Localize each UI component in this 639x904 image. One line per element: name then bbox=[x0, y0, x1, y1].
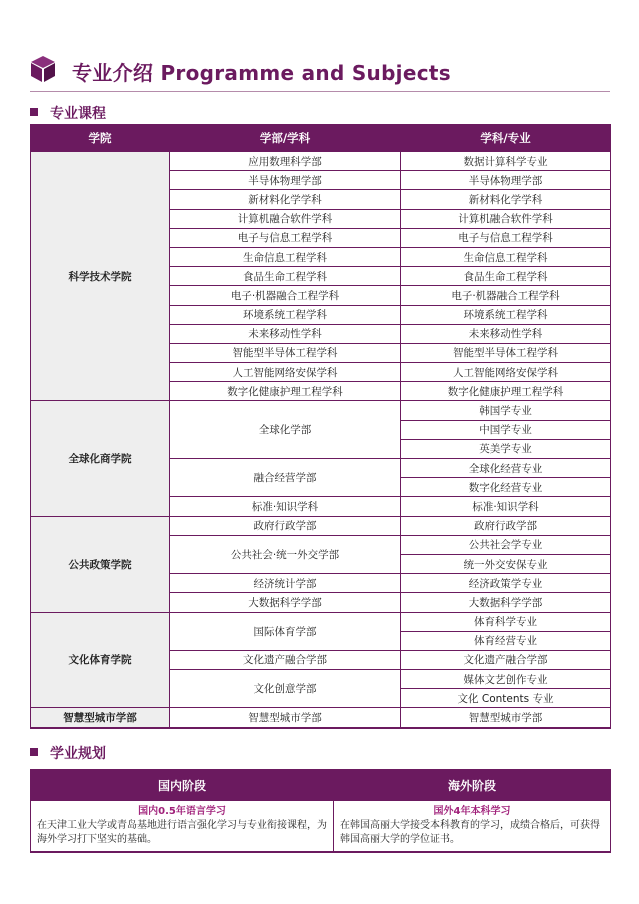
cube-icon bbox=[30, 55, 56, 83]
major-cell: 大数据科学学部 bbox=[401, 593, 611, 612]
table-row bbox=[31, 516, 611, 535]
department-cell: 环境系统工程学科 bbox=[170, 305, 401, 324]
college-cell: 文化体育学院 bbox=[31, 612, 170, 708]
header-department: 学部/学科 bbox=[170, 125, 401, 152]
header-divider bbox=[30, 91, 610, 92]
department-cell: 融合经营学部 bbox=[170, 459, 401, 497]
major-cell: 公共社会学专业 bbox=[401, 535, 611, 554]
major-cell: 数据计算科学专业 bbox=[401, 152, 611, 171]
section-title-text: 学业规划 bbox=[50, 746, 106, 762]
major-cell: 文化遗产融合学部 bbox=[401, 650, 611, 669]
college-cell: 科学技术学院 bbox=[31, 152, 170, 401]
major-cell: 新材料化学学科 bbox=[401, 190, 611, 209]
department-cell: 国际体育学部 bbox=[170, 612, 401, 650]
major-cell: 数字化经营专业 bbox=[401, 478, 611, 497]
major-cell: 智能型半导体工程学科 bbox=[401, 343, 611, 362]
department-cell: 经济统计学部 bbox=[170, 574, 401, 593]
major-cell: 统一外交安保专业 bbox=[401, 554, 611, 573]
domestic-subtitle: 国内0.5年语言学习 bbox=[138, 806, 226, 817]
table-row bbox=[31, 708, 611, 728]
major-cell: 未来移动性学科 bbox=[401, 324, 611, 343]
major-cell: 电子·机器融合工程学科 bbox=[401, 286, 611, 305]
domestic-cell bbox=[31, 801, 334, 853]
department-cell: 文化遗产融合学部 bbox=[170, 650, 401, 669]
table-header-row bbox=[31, 770, 611, 801]
college-cell: 公共政策学院 bbox=[31, 516, 170, 612]
major-cell: 全球化经营专业 bbox=[401, 459, 611, 478]
major-cell: 体育科学专业 bbox=[401, 612, 611, 631]
page-title: 专业介绍 Programme and Subjects bbox=[72, 61, 451, 85]
programme-table bbox=[30, 124, 611, 729]
major-cell: 数字化健康护理工程学科 bbox=[401, 382, 611, 401]
department-cell: 公共社会·统一外交学部 bbox=[170, 535, 401, 573]
department-cell: 标准·知识学科 bbox=[170, 497, 401, 516]
department-cell: 应用数理科学部 bbox=[170, 152, 401, 171]
department-cell: 全球化学部 bbox=[170, 401, 401, 459]
department-cell: 计算机融合软件学科 bbox=[170, 209, 401, 228]
table-row bbox=[31, 801, 611, 853]
overseas-text: 在韩国高丽大学接受本科教育的学习，成绩合格后，可获得韩国高丽大学的学位证书。 bbox=[340, 820, 600, 845]
department-cell: 食品生命工程学科 bbox=[170, 267, 401, 286]
domestic-text: 在天津工业大学或青岛基地进行语言强化学习与专业衔接课程，为海外学习打下坚实的基础。 bbox=[37, 820, 327, 845]
page-header bbox=[30, 55, 610, 85]
table-row bbox=[31, 612, 611, 631]
department-cell: 数字化健康护理工程学科 bbox=[170, 382, 401, 401]
square-bullet-icon bbox=[30, 108, 38, 116]
major-cell: 韩国学专业 bbox=[401, 401, 611, 420]
major-cell: 人工智能网络安保学科 bbox=[401, 363, 611, 382]
department-cell: 人工智能网络安保学科 bbox=[170, 363, 401, 382]
header-domestic: 国内阶段 bbox=[31, 770, 334, 801]
department-cell: 生命信息工程学科 bbox=[170, 247, 401, 266]
section-title-courses bbox=[30, 103, 106, 123]
major-cell: 经济政策学专业 bbox=[401, 574, 611, 593]
department-cell: 半导体物理学部 bbox=[170, 171, 401, 190]
department-cell: 政府行政学部 bbox=[170, 516, 401, 535]
major-cell: 环境系统工程学科 bbox=[401, 305, 611, 324]
department-cell: 智慧型城市学部 bbox=[170, 708, 401, 728]
major-cell: 政府行政学部 bbox=[401, 516, 611, 535]
major-cell: 中国学专业 bbox=[401, 420, 611, 439]
department-cell: 未来移动性学科 bbox=[170, 324, 401, 343]
major-cell: 智慧型城市学部 bbox=[401, 708, 611, 728]
section-title-plan bbox=[30, 743, 106, 763]
major-cell: 文化 Contents 专业 bbox=[401, 689, 611, 708]
department-cell: 电子与信息工程学科 bbox=[170, 228, 401, 247]
major-cell: 半导体物理学部 bbox=[401, 171, 611, 190]
overseas-subtitle: 国外4年本科学习 bbox=[433, 806, 511, 817]
major-cell: 英美学专业 bbox=[401, 439, 611, 458]
overseas-cell bbox=[334, 801, 611, 853]
major-cell: 媒体文艺创作专业 bbox=[401, 670, 611, 689]
major-cell: 食品生命工程学科 bbox=[401, 267, 611, 286]
table-row bbox=[31, 152, 611, 171]
header-college: 学院 bbox=[31, 125, 170, 152]
college-cell: 智慧型城市学部 bbox=[31, 708, 170, 728]
square-bullet-icon bbox=[30, 748, 38, 756]
department-cell: 文化创意学部 bbox=[170, 670, 401, 708]
header-overseas: 海外阶段 bbox=[334, 770, 611, 801]
department-cell: 新材料化学学科 bbox=[170, 190, 401, 209]
table-row bbox=[31, 401, 611, 420]
department-cell: 大数据科学学部 bbox=[170, 593, 401, 612]
major-cell: 标准·知识学科 bbox=[401, 497, 611, 516]
major-cell: 计算机融合软件学科 bbox=[401, 209, 611, 228]
major-cell: 生命信息工程学科 bbox=[401, 247, 611, 266]
college-cell: 全球化商学院 bbox=[31, 401, 170, 516]
section-title-text: 专业课程 bbox=[50, 106, 106, 122]
major-cell: 电子与信息工程学科 bbox=[401, 228, 611, 247]
major-cell: 体育经营专业 bbox=[401, 631, 611, 650]
department-cell: 智能型半导体工程学科 bbox=[170, 343, 401, 362]
department-cell: 电子·机器融合工程学科 bbox=[170, 286, 401, 305]
table-header-row bbox=[31, 125, 611, 152]
header-major: 学科/专业 bbox=[401, 125, 611, 152]
study-plan-table bbox=[30, 769, 611, 853]
